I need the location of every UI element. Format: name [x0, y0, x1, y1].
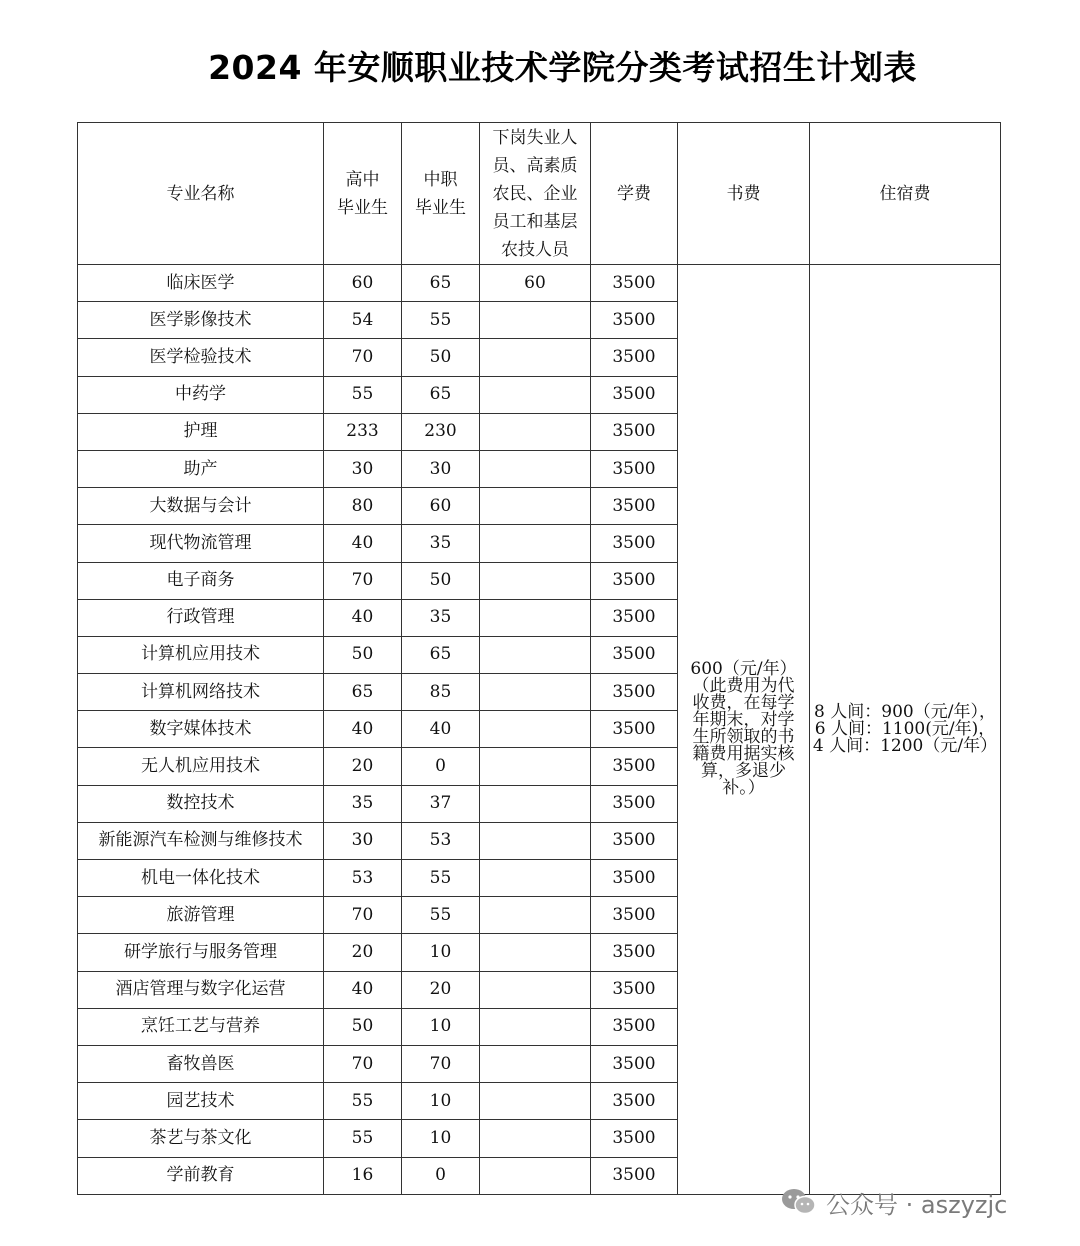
- major-cell: 医学检验技术: [78, 339, 324, 376]
- major-cell: 临床医学: [78, 265, 324, 302]
- other-applicants-count-cell: [480, 488, 591, 525]
- tuition-cell: 3500: [591, 265, 678, 302]
- book-fee-note-line: 收费，在每学: [692, 693, 795, 714]
- watermark-text: 公众号 · aszyzjc: [826, 1190, 1008, 1219]
- vocational-count-cell: 30: [402, 450, 480, 487]
- other-applicants-count-cell: [480, 636, 591, 673]
- major-cell: 大数据与会计: [78, 488, 324, 525]
- vocational-count-cell: 10: [402, 934, 480, 971]
- vocational-count-cell: 65: [402, 265, 480, 302]
- major-cell: 数控技术: [78, 785, 324, 822]
- header-major: 专业名称: [78, 123, 324, 265]
- vocational-count-cell: 50: [402, 339, 480, 376]
- watermark: [780, 1182, 1070, 1222]
- tuition-cell: 3500: [591, 711, 678, 748]
- tuition-cell: 3500: [591, 934, 678, 971]
- other-applicants-count-cell: [480, 1008, 591, 1045]
- lodging-fee-line: 8 人间：900（元/年），: [814, 701, 996, 722]
- lodging-fee-line: 6 人间：1100(元/年)，: [814, 718, 996, 739]
- vocational-count-cell: 55: [402, 302, 480, 339]
- vocational-count-cell: 40: [402, 711, 480, 748]
- high-school-count-cell: 55: [324, 1083, 402, 1120]
- header-lodging: 住宿费: [810, 123, 1001, 265]
- vocational-count-cell: 10: [402, 1120, 480, 1157]
- book-fee-note-line: 600（元/年）: [690, 659, 797, 680]
- other-applicants-count-cell: [480, 1120, 591, 1157]
- other-applicants-count-cell: [480, 1045, 591, 1082]
- other-applicants-count-cell: [480, 674, 591, 711]
- other-applicants-count-cell: [480, 302, 591, 339]
- tuition-cell: 3500: [591, 450, 678, 487]
- vocational-count-cell: 53: [402, 822, 480, 859]
- major-cell: 医学影像技术: [78, 302, 324, 339]
- major-cell: 数字媒体技术: [78, 711, 324, 748]
- major-cell: 烹饪工艺与营养: [78, 1008, 324, 1045]
- high-school-count-cell: 40: [324, 525, 402, 562]
- high-school-count-cell: 40: [324, 711, 402, 748]
- major-cell: 机电一体化技术: [78, 860, 324, 897]
- high-school-count-cell: 233: [324, 413, 402, 450]
- major-cell: 助产: [78, 450, 324, 487]
- lodging-fee-line: 4 人间：1200（元/年）: [812, 735, 998, 756]
- high-school-count-cell: 55: [324, 1120, 402, 1157]
- major-cell: 计算机网络技术: [78, 674, 324, 711]
- vocational-count-cell: 0: [402, 748, 480, 785]
- wechat-icon: [780, 1186, 818, 1218]
- tuition-cell: 3500: [591, 1157, 678, 1194]
- major-cell: 旅游管理: [78, 897, 324, 934]
- book-fee-note-cell: [678, 265, 810, 1195]
- vocational-count-cell: 10: [402, 1083, 480, 1120]
- vocational-count-cell: 35: [402, 599, 480, 636]
- book-fee-note-line: 补。）: [722, 778, 765, 799]
- high-school-count-cell: 70: [324, 562, 402, 599]
- vocational-count-cell: 60: [402, 488, 480, 525]
- other-applicants-count-cell: [480, 599, 591, 636]
- tuition-cell: 3500: [591, 1045, 678, 1082]
- high-school-count-cell: 70: [324, 339, 402, 376]
- other-applicants-count-cell: [480, 822, 591, 859]
- other-applicants-count-cell: [480, 1083, 591, 1120]
- major-cell: 畜牧兽医: [78, 1045, 324, 1082]
- vocational-count-cell: 55: [402, 897, 480, 934]
- vocational-count-cell: 20: [402, 971, 480, 1008]
- tuition-cell: 3500: [591, 302, 678, 339]
- major-cell: 现代物流管理: [78, 525, 324, 562]
- tuition-cell: 3500: [591, 599, 678, 636]
- high-school-count-cell: 55: [324, 376, 402, 413]
- major-cell: 茶艺与茶文化: [78, 1120, 324, 1157]
- vocational-count-cell: 70: [402, 1045, 480, 1082]
- tuition-cell: 3500: [591, 822, 678, 859]
- table-header-row: [78, 123, 1001, 265]
- book-fee-note-line: 算，多退少: [701, 761, 786, 782]
- lodging-fee-note-cell: [810, 265, 1001, 1195]
- enrollment-plan-table: [77, 122, 1001, 1195]
- major-cell: 酒店管理与数字化运营: [78, 971, 324, 1008]
- high-school-count-cell: 65: [324, 674, 402, 711]
- high-school-count-cell: 40: [324, 599, 402, 636]
- tuition-cell: 3500: [591, 897, 678, 934]
- tuition-cell: 3500: [591, 488, 678, 525]
- vocational-count-cell: 37: [402, 785, 480, 822]
- vocational-count-cell: 50: [402, 562, 480, 599]
- vocational-count-cell: 10: [402, 1008, 480, 1045]
- other-applicants-count-cell: [480, 1157, 591, 1194]
- major-cell: 计算机应用技术: [78, 636, 324, 673]
- other-applicants-count-cell: [480, 562, 591, 599]
- major-cell: 研学旅行与服务管理: [78, 934, 324, 971]
- tuition-cell: 3500: [591, 376, 678, 413]
- tuition-cell: 3500: [591, 1008, 678, 1045]
- major-cell: 无人机应用技术: [78, 748, 324, 785]
- vocational-count-cell: 0: [402, 1157, 480, 1194]
- other-applicants-count-cell: [480, 971, 591, 1008]
- high-school-count-cell: 30: [324, 822, 402, 859]
- tuition-cell: 3500: [591, 785, 678, 822]
- major-cell: 学前教育: [78, 1157, 324, 1194]
- header-book-fee: 书费: [678, 123, 810, 265]
- vocational-count-cell: 55: [402, 860, 480, 897]
- header-vocational: 中职 毕业生: [402, 123, 480, 265]
- high-school-count-cell: 50: [324, 636, 402, 673]
- book-fee-note-line: 籍费用据实核: [692, 744, 795, 765]
- high-school-count-cell: 35: [324, 785, 402, 822]
- book-fee-note-line: 生所领取的书: [692, 727, 795, 748]
- other-applicants-count-cell: [480, 413, 591, 450]
- high-school-count-cell: 50: [324, 1008, 402, 1045]
- high-school-count-cell: 70: [324, 1045, 402, 1082]
- tuition-cell: 3500: [591, 413, 678, 450]
- page-title: 2024 年安顺职业技术学院分类考试招生计划表: [208, 48, 917, 87]
- high-school-count-cell: 53: [324, 860, 402, 897]
- tuition-cell: 3500: [591, 525, 678, 562]
- tuition-cell: 3500: [591, 971, 678, 1008]
- other-applicants-count-cell: 60: [480, 265, 591, 302]
- tuition-cell: 3500: [591, 339, 678, 376]
- vocational-count-cell: 85: [402, 674, 480, 711]
- other-applicants-count-cell: [480, 748, 591, 785]
- other-applicants-count-cell: [480, 339, 591, 376]
- tuition-cell: 3500: [591, 1120, 678, 1157]
- other-applicants-count-cell: [480, 860, 591, 897]
- vocational-count-cell: 65: [402, 636, 480, 673]
- other-applicants-count-cell: [480, 897, 591, 934]
- book-fee-note-line: 年期末，对学: [692, 710, 795, 731]
- high-school-count-cell: 20: [324, 934, 402, 971]
- high-school-count-cell: 70: [324, 897, 402, 934]
- vocational-count-cell: 65: [402, 376, 480, 413]
- other-applicants-count-cell: [480, 450, 591, 487]
- tuition-cell: 3500: [591, 674, 678, 711]
- major-cell: 中药学: [78, 376, 324, 413]
- header-tuition: 学费: [591, 123, 678, 265]
- other-applicants-count-cell: [480, 376, 591, 413]
- major-cell: 新能源汽车检测与维修技术: [78, 822, 324, 859]
- major-cell: 电子商务: [78, 562, 324, 599]
- high-school-count-cell: 16: [324, 1157, 402, 1194]
- table-row: [78, 265, 1001, 302]
- high-school-count-cell: 40: [324, 971, 402, 1008]
- other-applicants-count-cell: [480, 934, 591, 971]
- vocational-count-cell: 230: [402, 413, 480, 450]
- high-school-count-cell: 54: [324, 302, 402, 339]
- major-cell: 园艺技术: [78, 1083, 324, 1120]
- tuition-cell: 3500: [591, 1083, 678, 1120]
- tuition-cell: 3500: [591, 562, 678, 599]
- major-cell: 护理: [78, 413, 324, 450]
- header-high-school: 高中 毕业生: [324, 123, 402, 265]
- header-other-applicants: 下岗失业人 员、高素质 农民、企业 员工和基层 农技人员: [480, 123, 591, 265]
- tuition-cell: 3500: [591, 748, 678, 785]
- book-fee-note-line: （此费用为代: [692, 676, 795, 697]
- high-school-count-cell: 60: [324, 265, 402, 302]
- vocational-count-cell: 35: [402, 525, 480, 562]
- tuition-cell: 3500: [591, 636, 678, 673]
- high-school-count-cell: 20: [324, 748, 402, 785]
- tuition-cell: 3500: [591, 860, 678, 897]
- other-applicants-count-cell: [480, 525, 591, 562]
- high-school-count-cell: 80: [324, 488, 402, 525]
- major-cell: 行政管理: [78, 599, 324, 636]
- other-applicants-count-cell: [480, 785, 591, 822]
- other-applicants-count-cell: [480, 711, 591, 748]
- high-school-count-cell: 30: [324, 450, 402, 487]
